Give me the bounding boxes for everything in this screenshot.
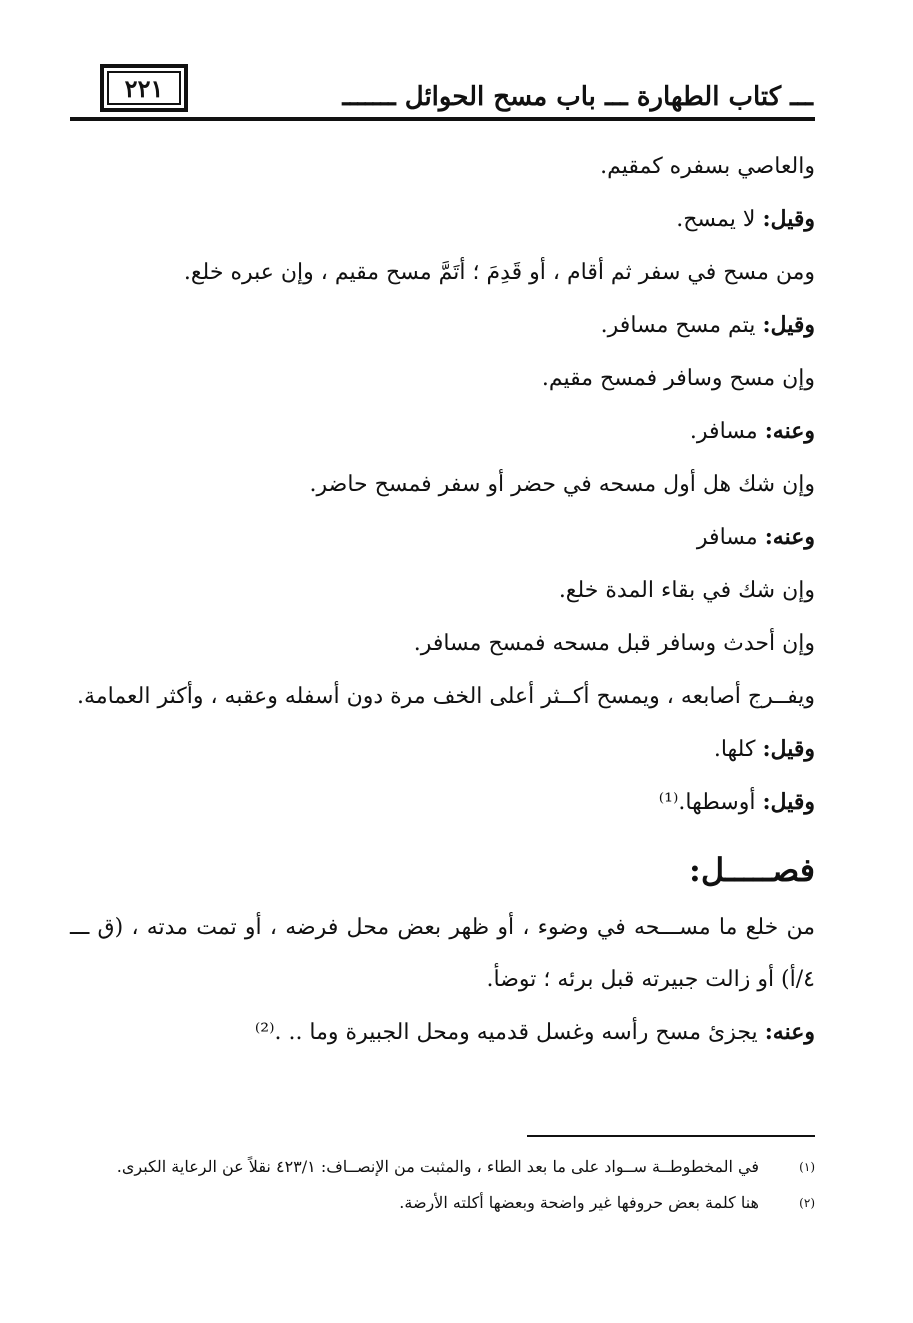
- paragraph: والعاصي بسفره كمقيم.: [600, 154, 815, 179]
- paragraph: وعنه: مسافر: [696, 524, 815, 550]
- footnote-text: في المخطوطــة ســواد على ما بعد الطاء ، والمثبت من الإنصــاف: ٤٢٣/١ نقلاً عن الرعاية الكبرى.: [116, 1157, 759, 1176]
- opinion-label: وقيل:: [762, 206, 815, 232]
- paragraph: وقيل: يتم مسح مسافر.: [600, 312, 815, 338]
- opinion-label: وقيل:: [762, 312, 815, 338]
- opinion-label: وعنه:: [764, 1019, 815, 1045]
- footnotes: [70, 1152, 815, 1224]
- paragraph: ويفــرج أصابعه ، ويمسح أكــثر أعلى الخف مرة دون أسفله وعقبه ، وأكثر العمامة.: [77, 684, 815, 709]
- footnote-number: (٢): [799, 1196, 815, 1210]
- paragraph: وقيل: كلها.: [713, 736, 815, 762]
- page-number-box: [100, 64, 188, 112]
- paragraph: وقيل: لا يمسح.: [676, 206, 815, 232]
- paragraph: وقيل: أوسطها.⁽¹⁾: [658, 789, 815, 815]
- opinion-label: وقيل:: [762, 736, 815, 762]
- footnote-text: هنا كلمة بعض حروفها غير واضحة وبعضها أكلته الأرضة.: [399, 1193, 759, 1212]
- footnote-divider: [527, 1135, 815, 1137]
- footnote-number: (١): [799, 1160, 815, 1174]
- footnote: [70, 1152, 815, 1182]
- opinion-label: وعنه:: [764, 418, 815, 444]
- body-text: [70, 140, 815, 1059]
- paragraph: وإن شك في بقاء المدة خلع.: [558, 578, 815, 603]
- paragraph: ومن مسح في سفر ثم أقام ، أو قَدِمَ ؛ أتَمَّ مسح مقيم ، وإن عبره خلع.: [183, 260, 815, 285]
- running-header-title: ـــ كتاب الطهارة ـــ باب مسح الحوائل ـــــــ: [342, 82, 813, 112]
- paragraph: وإن أحدث وسافر قبل مسحه فمسح مسافر.: [413, 631, 815, 656]
- paragraph: وإن مسح وسافر فمسح مقيم.: [541, 366, 815, 391]
- opinion-label: وقيل:: [762, 789, 815, 815]
- header-divider: [70, 117, 815, 121]
- paragraph: وإن شك هل أول مسحه في حضر أو سفر فمسح حاضر.: [309, 472, 815, 497]
- paragraph: وعنه: يجزئ مسح رأسه وغسل قدميه ومحل الجبيرة وما .. .⁽²⁾: [254, 1019, 815, 1045]
- section-heading: فصـــــل:: [689, 851, 815, 889]
- paragraph: من خلع ما مســـحه في وضوء ، أو ظهر بعض محل فرضه ، أو تمت مدته ، (ق ـــ ٤/أ) أو زالت جبيرته قبل برئه ؛ توضأ.: [70, 915, 815, 992]
- page-number: ٢٢١: [107, 71, 181, 105]
- paragraph: وعنه: مسافر.: [689, 418, 815, 444]
- opinion-label: وعنه:: [764, 524, 815, 550]
- footnote: [70, 1188, 815, 1218]
